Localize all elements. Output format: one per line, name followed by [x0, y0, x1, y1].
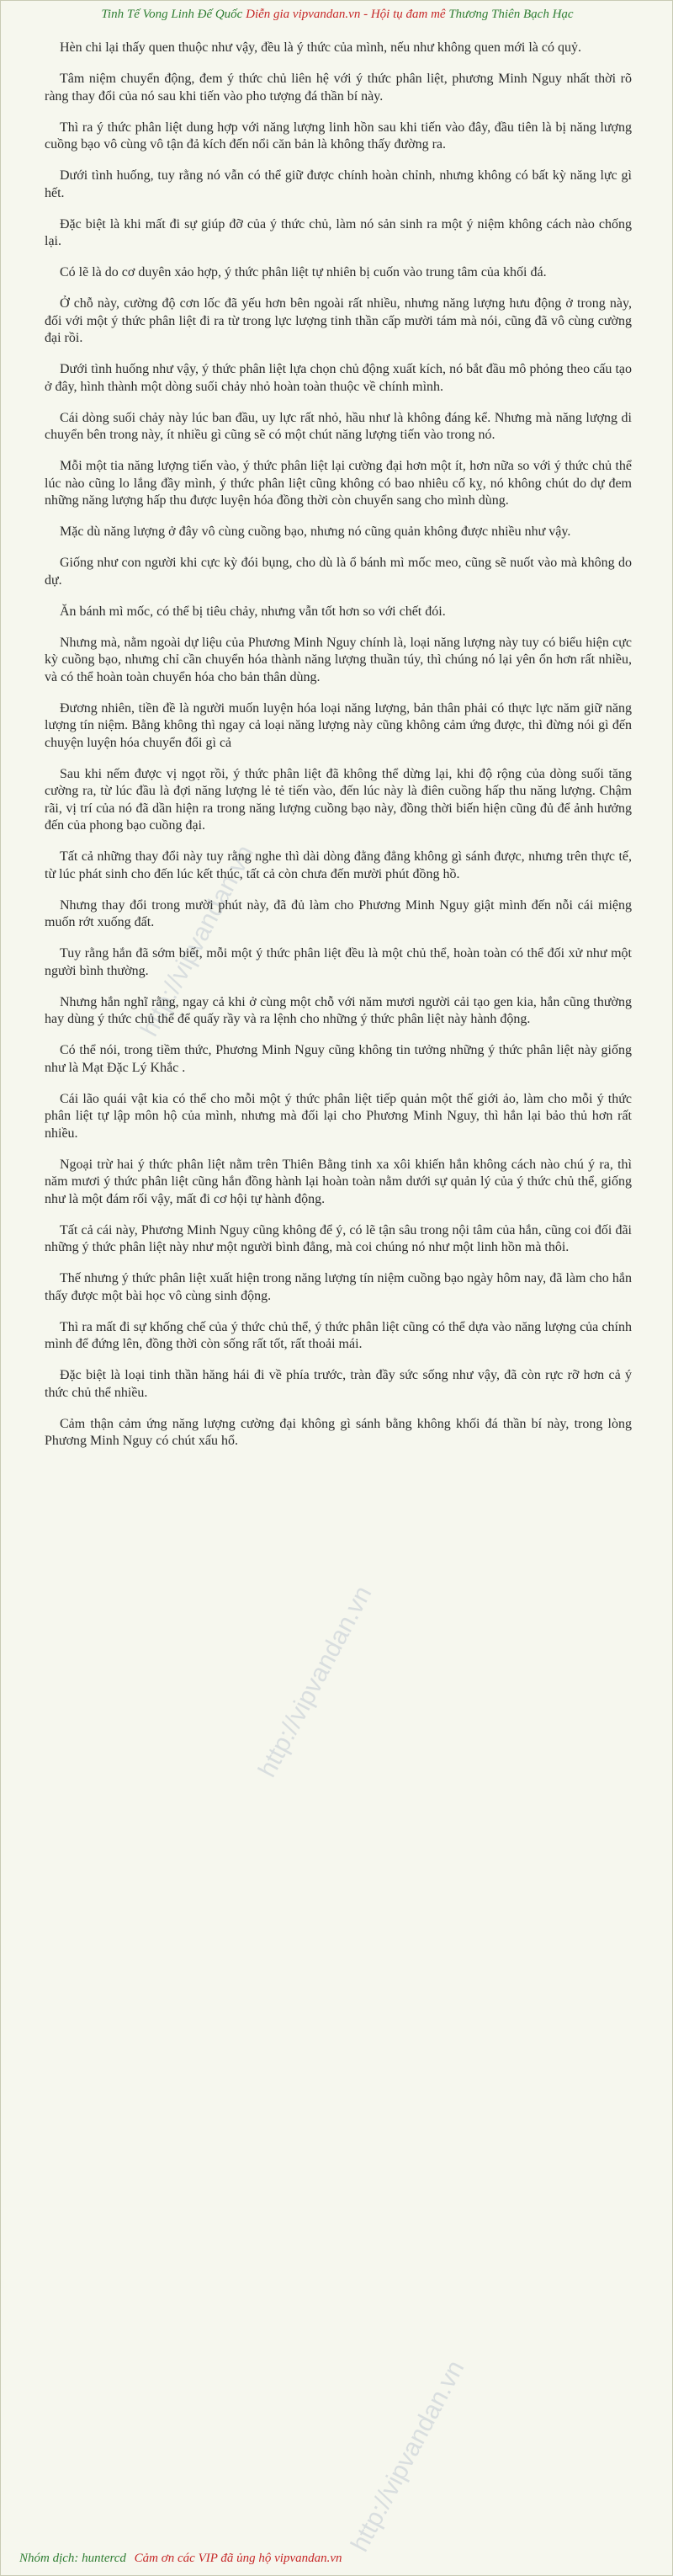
translator-credit: Nhóm dịch: huntercd [19, 2552, 126, 2565]
page-footer [1, 2541, 673, 2575]
paragraph: Có thể nói, trong tiềm thức, Phương Minh Nguy cũng không tin tưởng những ý thức phân liệt này giống như là Mạt Đặc Lý Khắc . [45, 1043, 632, 1075]
thanks-note: Cảm ơn các VIP đã ủng hộ vipvandan.vn [134, 2552, 342, 2565]
paragraph: Đặc biệt là loại tinh thần hăng hái đi về phía trước, tràn đầy sức sống như vậy, đã còn rực rỡ hơn cả ý thức chủ thể nhiều. [45, 1368, 632, 1400]
paragraph: Giống như con người khi cực kỳ đói bụng, cho dù là ổ bánh mì mốc meo, cũng sẽ nuốt vào mà không do dự. [45, 556, 632, 588]
paragraph: Mỗi một tia năng lượng tiến vào, ý thức phân liệt lại cường đại hơn một ít, hơn nữa so với ý thức chủ thể lúc nào cũng lo lắng đầy mình, ý thức phân liệt cũng không có bao nhiêu cố kỵ, nó không chút do dự đem những năng lượng hấp thu được luyện hóa đồng thời còn chuyển sang cho mình dùng. [45, 459, 632, 508]
paragraph: Thì ra mất đi sự khống chế của ý thức chủ thể, ý thức phân liệt cũng có thể dựa vào năng lượng của chính mình để đứng lên, đồng thời còn sống rất tốt, rất thoải mái. [45, 1319, 632, 1351]
paragraph: Tuy rằng hắn đã sớm biết, mỗi một ý thức phân liệt đều là một chủ thể, hoàn toàn có thể đối xử như một người bình thường. [45, 946, 632, 978]
paragraph: Thì ra ý thức phân liệt dung hợp với năng lượng linh hồn sau khi tiến vào đây, đầu tiên là bị năng lượng cuồng bạo vô cùng vô tận đả kích đến nổi căn bản là không thấy đường ra. [45, 120, 632, 152]
paragraph: Tất cả những thay đổi này tuy rằng nghe thì dài dòng đằng đẳng không gì sánh được, nhưng trên thực tế, từ lúc phát sinh cho đến lúc kết thúc, tất cả còn chưa đến mười phút đồng hồ. [45, 849, 632, 881]
paragraph: Cái lão quái vật kia có thể cho mỗi một ý thức phân liệt tiếp quản một thế giới ảo, làm cho mỗi ý thức phân liệt tự lập môn hộ của mình, nhưng mà đối lại cho Phương Minh Nguy, thì hắn lại bảo thủ hơn rất nhiều. [45, 1091, 632, 1141]
paragraph: Nhưng mà, nằm ngoài dự liệu của Phương Minh Nguy chính là, loại năng lượng này tuy có biểu hiện cực kỳ cuồng bạo, nhưng chỉ cần chuyển hóa thành năng lượng thuần túy, thì chúng nó lại yên ổn hơn rất nhiều, và có thể hoàn toàn chuyển hóa cho bản thân dùng. [45, 635, 632, 684]
header-author: Thương Thiên Bạch Hạc [448, 8, 574, 21]
chapter-body [45, 40, 632, 2515]
paragraph: Ở chỗ này, cường độ cơn lốc đã yếu hơn bên ngoài rất nhiều, nhưng năng lượng hưu động ở trong này, đối với một ý thức phân liệt đi ra từ trong lực lượng tinh thần cấp mười tám mà nói, cũng đã vô cùng cường đại rồi. [45, 296, 632, 345]
header-site-name[interactable]: Diễn gia vipvandan.vn - Hội tụ đam mê [246, 8, 446, 21]
paragraph: Nhưng thay đổi trong mười phút này, đã đủ làm cho Phương Minh Nguy giật mình đến nỗi cái miệng muốn rớt xuống đất. [45, 897, 632, 929]
paragraph: Cái dòng suối chảy này lúc ban đầu, uy lực rất nhỏ, hầu như là không đáng kể. Nhưng mà năng lượng di chuyển bên trong này, ít nhiều gì cũng sẽ có một chút năng lượng tiến vào trong nó. [45, 410, 632, 442]
paragraph: Mặc dù năng lượng ở đây vô cùng cuồng bạo, nhưng nó cũng quản không được nhiều như vậy. [60, 524, 571, 539]
paragraph: Đặc biệt là khi mất đi sự giúp đỡ của ý thức chủ, làm nó sản sinh ra một ý niệm không cách nào chống lại. [45, 216, 632, 248]
paragraph: Thế nhưng ý thức phân liệt xuất hiện trong năng lượng tín niệm cuồng bạo ngày hôm nay, đã làm cho hắn thấy được một bài học vô cùng sinh động. [45, 1271, 632, 1303]
watermark-text: http://vipvandan.vn [346, 2355, 470, 2557]
paragraph: Cảm thận cảm ứng năng lượng cường đại không gì sánh bằng không khối đá thần bí này, trong lòng Phương Minh Nguy có chút xấu hổ. [45, 1416, 632, 1448]
watermark-text: http://vipvandan.vn [135, 840, 260, 1041]
page-header [1, 1, 673, 29]
paragraph: Dưới tình huống, tuy rằng nó vẫn có thể giữ được chính hoàn chỉnh, nhưng không có bất kỳ năng lực gì hết. [45, 168, 632, 200]
watermark-text: http://vipvandan.vn [253, 1581, 378, 1782]
paragraph: Hèn chi lại thấy quen thuộc như vậy, đều là ý thức của mình, nếu như không quen mới là có quỷ. [60, 40, 581, 55]
paragraph: Tất cả cái này, Phương Minh Nguy cũng không để ý, có lẽ tận sâu trong nội tâm của hắn, cũng coi đối đãi những ý thức phân liệt này như một người bình đẳng, mà coi chúng nó như một linh hồn mà thôi. [45, 1222, 632, 1254]
paragraph: Ăn bánh mì mốc, có thể bị tiêu chảy, nhưng vẫn tốt hơn so với chết đói. [60, 604, 446, 619]
header-book-title: Tinh Tế Vong Linh Đế Quốc [101, 8, 243, 21]
paragraph: Nhưng hắn nghĩ rằng, ngay cả khi ở cùng một chỗ với năm mươi người cải tạo gen kia, hắn cũng thường hay dùng ý thức chủ thể để quấy rầy và ra lệnh cho những ý thức phân liệt này hành động. [45, 994, 632, 1026]
paragraph: Đương nhiên, tiền đề là người muốn luyện hóa loại năng lượng, bản thân phải có thực lực năm giữ năng lượng tín niệm. Bằng không thì ngay cả loại năng lượng này cũng không cảm ứng được, thì đừng nói gì đến chuyện luyện hóa chuyển đổi gì cả [45, 700, 632, 750]
paragraph: Dưới tình huống như vậy, ý thức phân liệt lựa chọn chủ động xuất kích, nó bắt đầu mô phỏng theo cấu tạo ở đây, hình thành một dòng suối chảy nhỏ hoàn toàn thuộc về chính mình. [45, 362, 632, 394]
paragraph: Sau khi nếm được vị ngọt rồi, ý thức phân liệt đã không thể dừng lại, khi độ rộng của dòng suối tăng cường ra, từ lúc đầu là đợi năng lượng lẻ tẻ tiến vào, đến lúc này là điên cuồng hấp thu năng lượng. Chậm rãi, vị trí của nó đã dần hiện ra trong năng lượng cuồng bạo này, đồng thời biến hiện cũng đủ để ảnh hưởng đến của phong bạo cuồng đại. [45, 766, 632, 833]
paragraph: Tâm niệm chuyển động, đem ý thức chủ liên hệ với ý thức phân liệt, phương Minh Nguy nhất thời rõ ràng thay đổi của nó sau khi tiến vào pho tượng đá thần bí này. [45, 72, 632, 104]
paragraph: Ngoại trừ hai ý thức phân liệt nằm trên Thiên Bằng tinh xa xôi khiến hắn không cách nào chú ý ra, thì năm mươi ý thức phân liệt cũng hắn đồng hành lại hoàn toàn nằm dưới sự quản lý của ý thức chủ thể, giống như là một đám rối vậy, mất đi cơ hội tự hành động. [45, 1157, 632, 1206]
paragraph: Có lẽ là do cơ duyên xảo hợp, ý thức phân liệt tự nhiên bị cuốn vào trung tâm của khối đá. [60, 265, 547, 279]
